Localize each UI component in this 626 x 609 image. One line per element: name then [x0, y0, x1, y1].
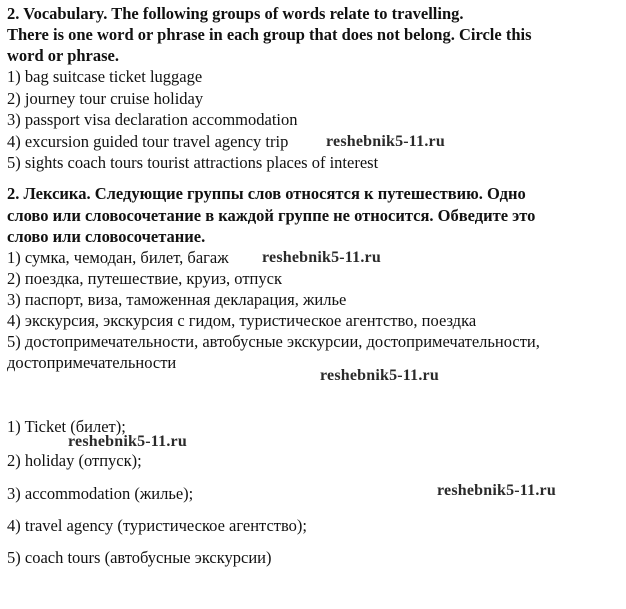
english-item-3: 3) passport visa declaration accommodation [7, 110, 298, 129]
english-heading-line-2: There is one word or phrase in each group that does not belong. Circle this [7, 25, 532, 44]
russian-item-5-continued: достопримечательности [7, 353, 177, 372]
watermark: reshebnik5-11.ru [437, 482, 556, 499]
english-item-1: 1) bag suitcase ticket luggage [7, 67, 203, 86]
english-heading-line-3: word or phrase. [7, 46, 119, 65]
english-item-2: 2) journey tour cruise holiday [7, 89, 204, 108]
russian-item-3: 3) паспорт, виза, таможенная декларация, жилье [7, 290, 347, 309]
russian-heading-line-3: слово или словосочетание. [7, 227, 206, 246]
russian-item-2: 2) поездка, путешествие, круиз, отпуск [7, 269, 282, 288]
answer-1: 1) Ticket (билет); [7, 417, 126, 436]
answer-5: 5) coach tours (автобусные экскурсии) [7, 548, 272, 567]
answer-2: 2) holiday (отпуск); [7, 451, 142, 470]
watermark: reshebnik5-11.ru [262, 249, 381, 266]
english-heading-line-1: 2. Vocabulary. The following groups of words relate to travelling. [7, 4, 464, 23]
answer-3: 3) accommodation (жилье); [7, 484, 194, 503]
russian-item-5: 5) достопримечательности, автобусные экскурсии, достопримечательности, [7, 332, 540, 351]
russian-item-4: 4) экскурсия, экскурсия с гидом, туристическое агентство, поездка [7, 311, 477, 330]
russian-heading-line-1: 2. Лексика. Следующие группы слов относятся к путешествию. Одно [7, 184, 526, 203]
answer-4: 4) travel agency (туристическое агентство); [7, 516, 307, 535]
russian-item-1: 1) сумка, чемодан, билет, багаж [7, 248, 229, 267]
russian-heading-line-2: слово или словосочетание в каждой группе не относится. Обведите это [7, 206, 536, 225]
english-item-5: 5) sights coach tours tourist attractions places of interest [7, 153, 379, 172]
watermark: reshebnik5-11.ru [320, 367, 439, 384]
english-item-4: 4) excursion guided tour travel agency trip [7, 132, 289, 151]
watermark: reshebnik5-11.ru [326, 133, 445, 150]
watermark: reshebnik5-11.ru [68, 433, 187, 450]
